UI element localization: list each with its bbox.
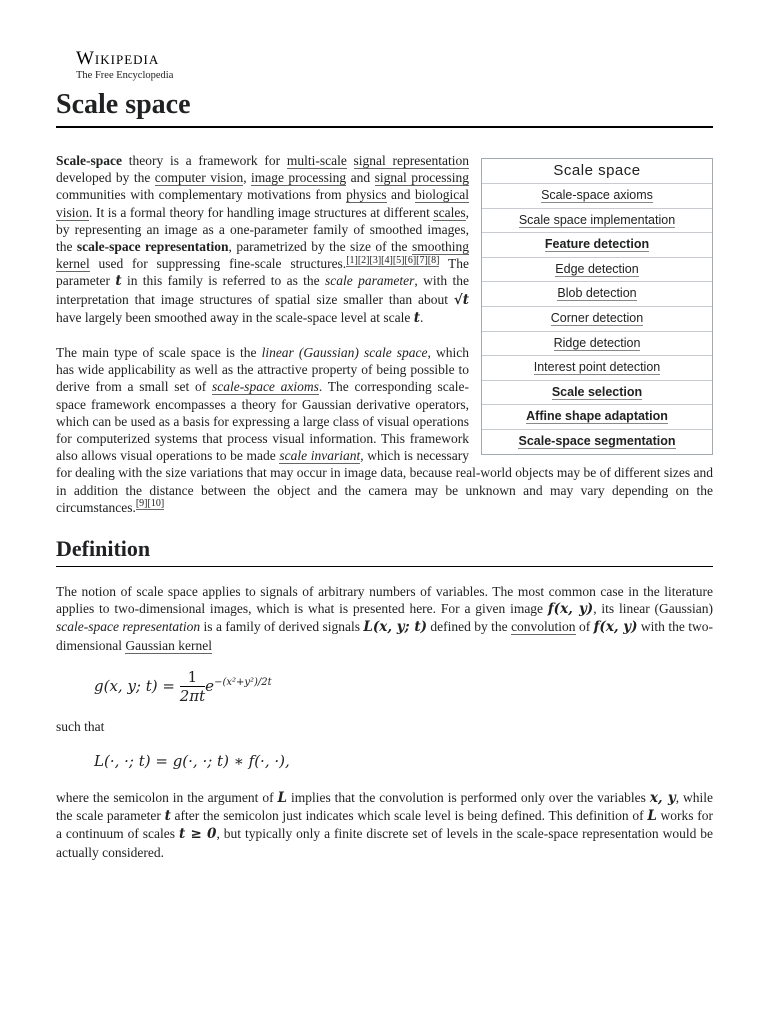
bold-scale-space-representation: scale-space representation (76, 239, 229, 255)
fraction-denominator: 2πt (179, 687, 206, 706)
link-image-processing[interactable]: image processing (251, 170, 347, 186)
math-t: t (164, 808, 171, 825)
italic-scale-space-representation: scale-space representation (56, 619, 201, 635)
link-convolution[interactable]: convolution (511, 619, 576, 635)
text: with the two-dimensional (56, 619, 713, 653)
text: , by representing an image as a one-parameter family of smoothed images, the (56, 204, 469, 255)
infobox-item-label: Feature detection (544, 237, 650, 252)
text: and (346, 170, 375, 186)
infobox-item-label: Scale-space segmentation (518, 433, 676, 448)
text: , but typically only a finite discrete set of levels in the scale-space representation would be actually considered. (56, 826, 713, 860)
math-t-geq-0: t ≥ 0 (178, 826, 217, 843)
page-title: Scale space (56, 88, 713, 128)
text: The notion of scale space applies to signals of arbitrary numbers of variables. The most common case in the literature applies to two-dimensional images, which is what is presented here. For a given image (56, 584, 713, 617)
math-L-xyt: L(x, y; t) (363, 619, 427, 636)
infobox-item[interactable] (482, 258, 712, 283)
link-physics[interactable]: physics (346, 187, 387, 203)
infobox-item[interactable] (482, 356, 712, 381)
infobox-item-label: Scale-space axioms (541, 188, 653, 202)
infobox-item[interactable] (482, 282, 712, 307)
link-scale-invariant[interactable]: scale invariant (279, 448, 361, 464)
text: . It is a formal theory for handling image structures at different (89, 204, 434, 220)
math-L: L (647, 808, 657, 825)
infobox-item-label: Interest point detection (533, 360, 661, 375)
link-biological-vision[interactable]: biological vision (56, 187, 469, 220)
logo-tagline: The Free Encyclopedia (76, 70, 174, 81)
infobox-item[interactable] (482, 381, 712, 406)
math-t: t (115, 273, 122, 290)
infobox-item-label: Ridge detection (553, 335, 641, 350)
term-bold: Scale-space (56, 153, 122, 168)
text (347, 153, 354, 168)
text: The main type of scale space is the (56, 345, 262, 361)
italic-scale-parameter: scale parameter (325, 273, 415, 289)
infobox-item-label: Edge detection (555, 261, 639, 276)
wikipedia-logo[interactable] (56, 48, 713, 88)
citation-refs[interactable]: [1][2][3][4][5][6][7][8] (346, 254, 440, 266)
text: . The corresponding scale-space framework encompasses a theory for Gaussian derivative operators, which can be used as a basis for expressing a large class of visual operations for computerized systems that process visual information. This framework also allows visual operations to be made (56, 379, 469, 464)
text: defined by the (426, 619, 512, 635)
definition-paragraph (56, 583, 713, 654)
text: , which has wide applicability as well as the attractive property of being possible to derive from a small set of (56, 345, 469, 395)
explanation-paragraph (56, 789, 713, 861)
text: of (575, 619, 594, 635)
italic-linear-scale-space: linear (Gaussian) scale space (261, 345, 428, 361)
article (56, 48, 713, 861)
text: The parameter (56, 256, 469, 289)
infobox-item-label: Scale space implementation (518, 212, 676, 227)
text: , its linear (Gaussian) (593, 601, 714, 617)
infobox-item[interactable] (482, 405, 712, 430)
text: after the semicolon just indicates which scale level is being defined. This definition of (170, 808, 648, 824)
text: where the semicolon in the argument of (56, 790, 278, 806)
math-sqrt-t: √t (453, 291, 469, 308)
text: , with the interpretation that image structures of spatial size smaller than about (56, 273, 469, 307)
text: developed by the (56, 170, 155, 186)
infobox-title: Scale space (482, 159, 712, 184)
exp-base: e (205, 676, 215, 695)
equation-lhs: g(x, y; t) = (94, 676, 180, 695)
infobox-item[interactable] (482, 233, 712, 258)
infobox-item[interactable] (482, 184, 712, 209)
text: works for a continuum of scales (56, 808, 713, 842)
infobox-item[interactable] (482, 332, 712, 357)
infobox-item-label: Corner detection (550, 310, 644, 325)
equation-gaussian-kernel (94, 666, 713, 706)
text: used for suppressing fine-scale structures. (89, 256, 347, 272)
link-smoothing-kernel[interactable]: smoothing kernel (56, 239, 469, 272)
link-signal-processing[interactable]: signal processing (374, 170, 469, 186)
link-multi-scale[interactable]: multi-scale (286, 153, 347, 168)
text: , parametrized by the size of the (228, 239, 412, 255)
text: , (243, 170, 252, 186)
such-that-text: such that (56, 718, 105, 734)
infobox-item-label: Affine shape adaptation (526, 409, 668, 424)
text: have largely been smoothed away in the scale-space level at scale (56, 309, 414, 325)
text: , while the scale parameter (56, 790, 714, 824)
text: is a family of derived signals (200, 619, 364, 635)
link-scale-space-axioms[interactable]: scale-space axioms (211, 379, 319, 395)
math-f-xy: f(x, y) (593, 619, 638, 636)
infobox-item-label: Blob detection (557, 286, 637, 301)
text: communities with complementary motivations from (56, 187, 347, 203)
text: implies that the convolution is performed only over the variables (287, 790, 650, 806)
math-f-xy: f(x, y) (547, 601, 594, 618)
exponent: −(x²+y²)/2t (214, 676, 272, 688)
fraction-numerator: 1 (180, 668, 205, 687)
link-gaussian-kernel[interactable]: Gaussian kernel (125, 637, 212, 653)
infobox-item[interactable] (482, 430, 712, 454)
infobox-item[interactable] (482, 307, 712, 332)
infobox-sidebar (481, 158, 713, 455)
infobox-item[interactable] (482, 209, 712, 234)
citation-refs[interactable]: [9][10] (135, 498, 165, 510)
math-x-y: x, y (649, 790, 676, 807)
infobox-item-label: Scale selection (551, 384, 643, 399)
math-t: t (413, 309, 420, 326)
link-computer-vision[interactable]: computer vision (154, 170, 244, 186)
link-scales[interactable]: scales (433, 204, 466, 220)
equation-convolution: L(·, ·; t) = g(·, ·; t) ∗ f(·, ·), (94, 752, 290, 771)
text: theory is a framework for (121, 153, 287, 168)
link-signal-representation[interactable]: signal representation (353, 153, 469, 168)
section-heading-definition: Definition (56, 536, 713, 567)
text: . (419, 309, 424, 325)
math-L: L (277, 790, 288, 807)
text: , which is necessary for dealing with the size variations that may occur in image data, because real-world objects may be of different sizes and in addition the distance between the object and the camera may be unknown and may vary depending on the circumstances. (56, 448, 713, 515)
text: in this family is referred to as the (121, 273, 326, 289)
logo-wordmark: Wikipedia (76, 48, 160, 69)
fraction (180, 668, 205, 705)
text: and (386, 187, 415, 203)
